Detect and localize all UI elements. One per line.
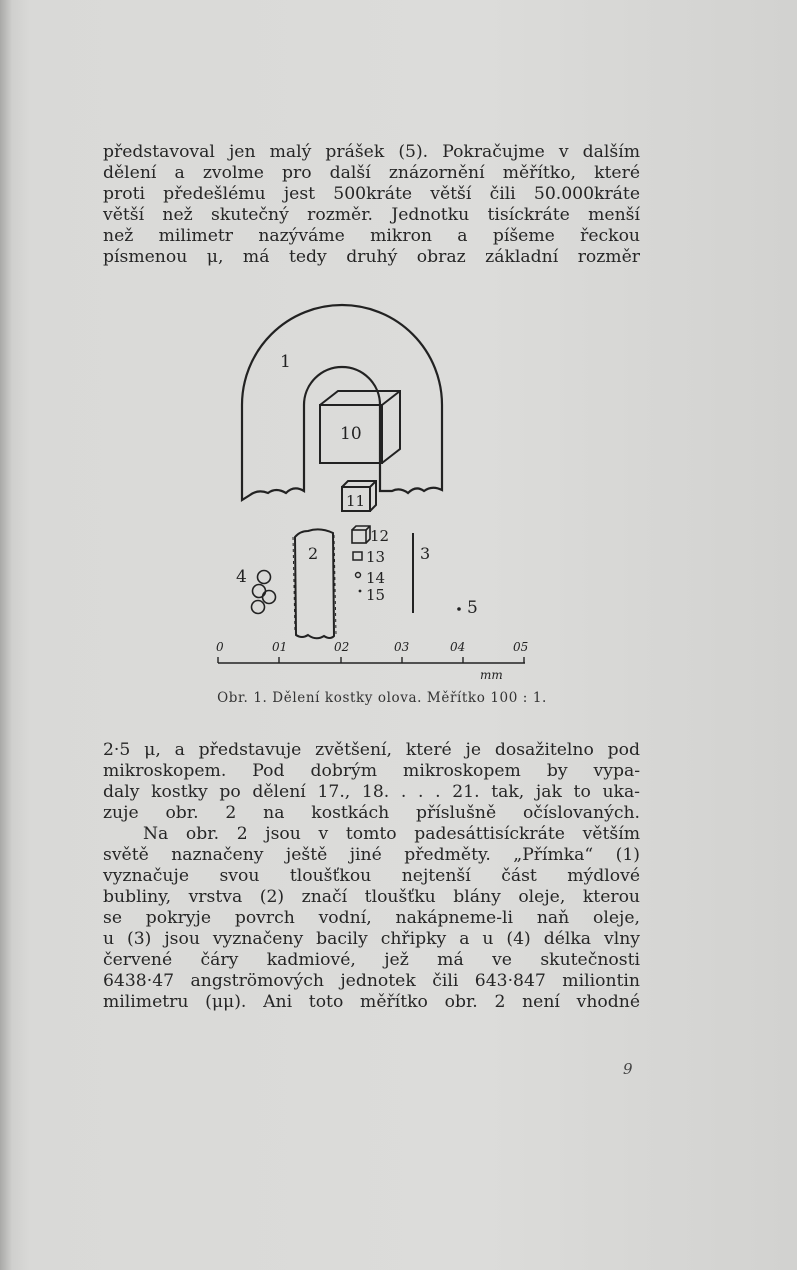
page-number: 9 — [623, 1060, 633, 1078]
scale-bar — [216, 640, 528, 682]
bottom-paragraph — [103, 740, 640, 1013]
scale-tick-03: 03 — [394, 640, 410, 654]
scale-tick-05: 05 — [513, 640, 529, 654]
cluster-4 — [252, 571, 276, 614]
label-2: 2 — [308, 544, 319, 563]
text-line: vyznačuje svou tloušťkou nejtenší část mýdlové — [103, 866, 640, 886]
label-11: 11 — [346, 492, 366, 510]
label-13: 13 — [366, 548, 386, 566]
scale-tick-0: 0 — [216, 640, 224, 654]
text-line: větší než skutečný rozměr. Jednotku tisíckráte menší — [103, 205, 640, 225]
dot-14 — [356, 573, 361, 578]
text-line: u (3) jsou vyznačeny bacily chřipky a u (4) délka vlny — [103, 929, 640, 949]
text-line: mikroskopem. Pod dobrým mikroskopem by vypa- — [103, 761, 640, 781]
page-edge-shadow — [0, 0, 12, 1270]
cube-10 — [320, 391, 400, 463]
dot-5 — [457, 607, 461, 611]
label-12: 12 — [370, 527, 390, 545]
text-line: představoval jen malý prášek (5). Pokračujme v dalším — [103, 142, 640, 162]
band-2 — [293, 529, 336, 638]
dot-15 — [359, 590, 362, 593]
text-line: se pokryje povrch vodní, nakápneme-li naň oleje, — [103, 908, 640, 928]
text-line: písmenou μ, má tedy druhý obraz základní rozměr — [103, 247, 640, 267]
cube-11 — [342, 481, 376, 511]
scale-tick-01: 01 — [272, 640, 288, 654]
text-line: 6438·47 angströmových jednotek čili 643·847 miliontin — [103, 971, 640, 991]
text-line: Na obr. 2 jsou v tomto padesáttisíckráte větším — [143, 824, 640, 844]
text-line: daly kostky po dělení 17., 18. . . . 21. tak, jak to uka- — [103, 782, 640, 802]
label-1: 1 — [280, 352, 291, 372]
text-line: zuje obr. 2 na kostkách příslušně očíslovaných. — [103, 803, 640, 823]
text-line: 2·5 μ, a představuje zvětšení, které je dosažitelno pod — [103, 740, 640, 760]
cube-12 — [352, 526, 389, 545]
text-line: bubliny, vrstva (2) značí tloušťku blány oleje, kterou — [103, 887, 640, 907]
label-5: 5 — [467, 598, 478, 618]
scale-unit: mm — [480, 668, 503, 682]
text-line: světě naznačeny ještě jiné předměty. „Přímka“ (1) — [103, 845, 640, 865]
arch-outline — [242, 305, 442, 500]
diagram-svg — [180, 295, 580, 685]
label-4: 4 — [236, 567, 247, 587]
figure-division-diagram — [180, 295, 580, 685]
label-14: 14 — [366, 569, 386, 587]
text-line: červené čáry kadmiové, jež má ve skutečnosti — [103, 950, 640, 970]
text-line: dělení a zvolme pro další znázornění měřítko, které — [103, 163, 640, 183]
label-15: 15 — [366, 586, 386, 604]
text-line: proti předešlému jest 500kráte větší čili 50.000kráte — [103, 184, 640, 204]
scale-tick-02: 02 — [334, 640, 350, 654]
label-10: 10 — [340, 424, 362, 444]
cube-13 — [353, 552, 362, 560]
text-line: než milimetr nazýváme mikron a píšeme řeckou — [103, 226, 640, 246]
figure-caption: Obr. 1. Dělení kostky olova. Měřítko 100 : 1. — [217, 690, 547, 706]
label-3: 3 — [420, 544, 431, 563]
top-paragraph — [103, 142, 640, 268]
text-line: milimetru (μμ). Ani toto měřítko obr. 2 není vhodné — [103, 992, 640, 1012]
scale-tick-04: 04 — [450, 640, 466, 654]
